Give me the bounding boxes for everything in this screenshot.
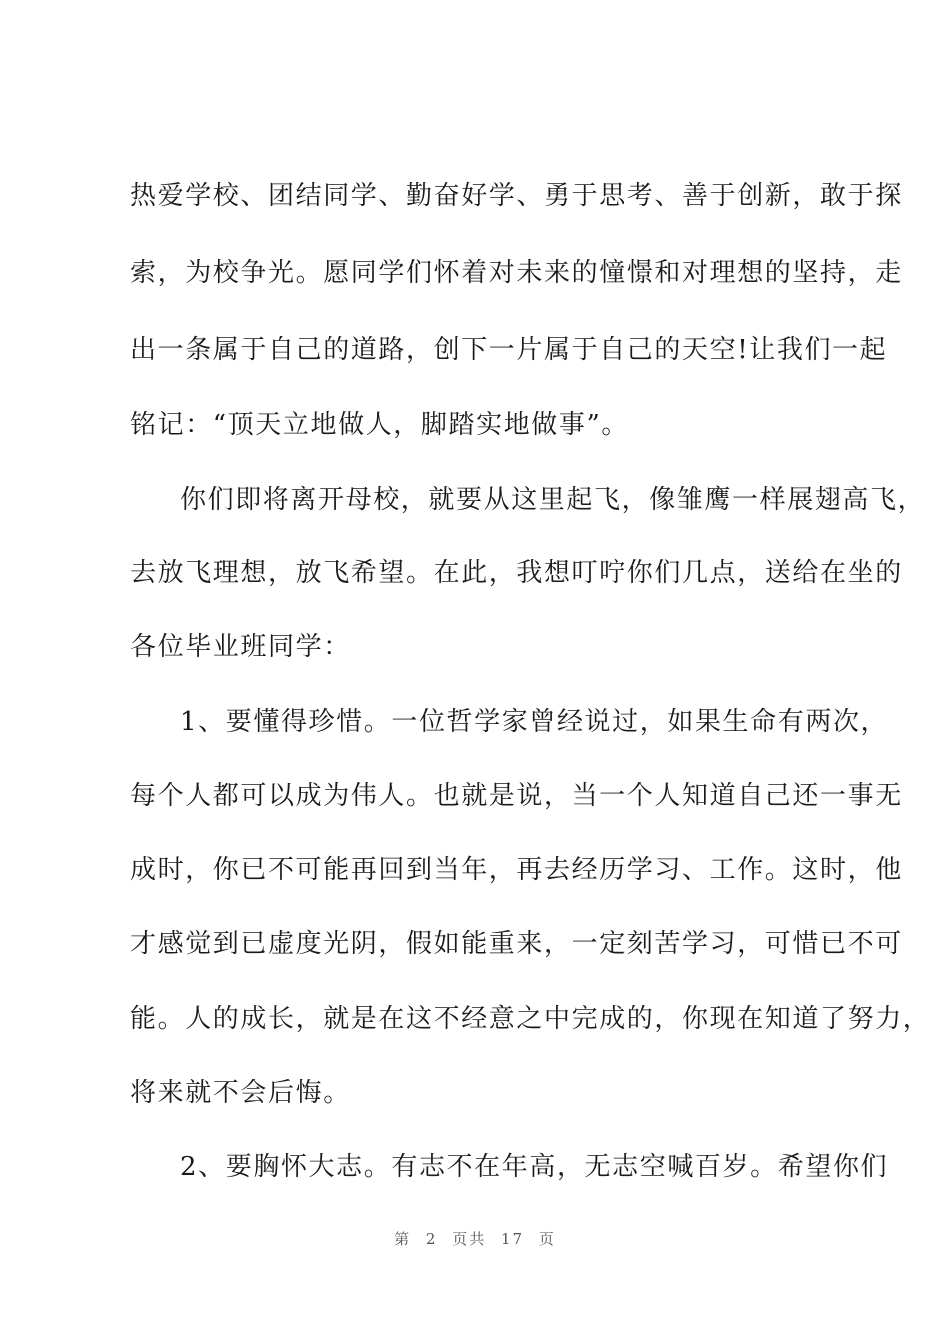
paragraph-2-line-3: 各位毕业班同学： <box>130 632 351 662</box>
paragraph-1-line-1: 热爱学校、团结同学、勤奋好学、勇于思考、善于创新，敢于探 <box>130 181 903 211</box>
paragraph-3-line-6: 将来就不会后悔。 <box>130 1078 351 1108</box>
paragraph-3-line-4: 才感觉到已虚度光阴，假如能重来，一定刻苦学习，可惜已不可 <box>130 929 903 959</box>
paragraph-2-line-2: 去放飞理想，放飞希望。在此，我想叮咛你们几点，送给在坐的 <box>130 558 903 588</box>
paragraph-4-line-1: 2、要胸怀大志。有志不在年高，无志空喊百岁。希望你们 <box>180 1152 889 1182</box>
paragraph-3-line-5: 能。人的成长，就是在这不经意之中完成的，你现在知道了努力， <box>130 1004 931 1034</box>
paragraph-1-line-2: 索，为校争光。愿同学们怀着对未来的憧憬和对理想的坚持，走 <box>130 258 903 288</box>
paragraph-3-line-1: 1、要懂得珍惜。一位哲学家曾经说过，如果生命有两次， <box>180 707 889 737</box>
paragraph-3-line-2: 每个人都可以成为伟人。也就是说，当一个人知道自己还一事无 <box>130 781 903 811</box>
paragraph-2-line-1: 你们即将离开母校，就要从这里起飞，像雏鹰一样展翅高飞， <box>180 485 926 515</box>
paragraph-1-line-3: 出一条属于自己的道路，创下一片属于自己的天空!让我们一起 <box>130 335 888 365</box>
paragraph-1-line-4: 铭记：“顶天立地做人，脚踏实地做事”。 <box>130 410 629 440</box>
paragraph-3-line-3: 成时，你已不可能再回到当年，再去经历学习、工作。这时，他 <box>130 855 903 885</box>
page-number-footer: 第 2 页共 17 页 <box>394 1230 556 1248</box>
